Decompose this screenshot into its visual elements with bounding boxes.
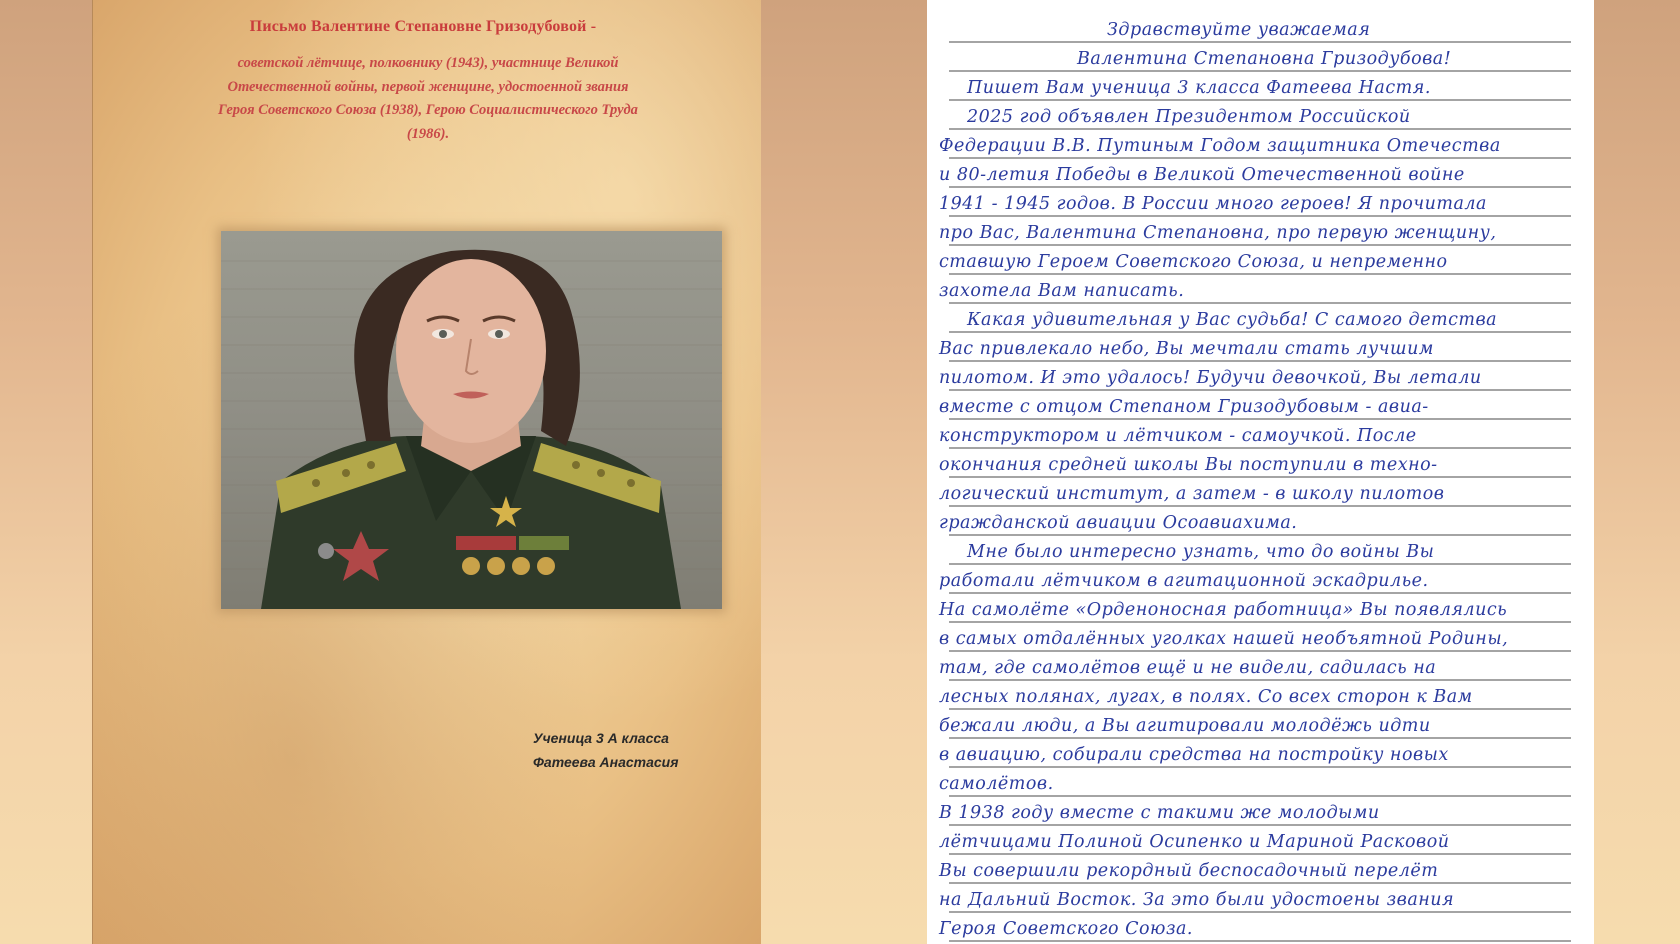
letter-line: захотела Вам написать.	[939, 281, 1185, 301]
cover-subtitle-line: (1986).	[406, 125, 450, 142]
letter-line: там, где самолётов ещё и не видели, садилась на	[939, 658, 1437, 678]
letter-cover	[92, 0, 761, 944]
letter-line: на Дальний Восток. За это были удостоены звания	[939, 890, 1455, 910]
letter-line: В 1938 году вместе с такими же молодыми	[939, 803, 1380, 823]
cover-title: Письмо Валентине Степановне Гризодубовой -	[249, 18, 597, 35]
letter-line: Федерации В.В. Путиным Годом защитника Отечества	[939, 136, 1501, 156]
author-class: Ученица 3 А класса	[533, 730, 669, 746]
letter-line: логический институт, а затем - в школу пилотов	[939, 484, 1445, 504]
cover-subtitle-line: советской лётчице, полковнику (1943), участнице Великой	[237, 55, 619, 71]
letter-line: бежали люди, а Вы агитировали молодёжь идти	[939, 716, 1431, 736]
letter-line: конструктором и лётчиком - самоучкой. После	[939, 426, 1417, 446]
letter-line: лётчицами Полиной Осипенко и Мариной Расковой	[939, 832, 1450, 852]
letter-line: Героя Советского Союза.	[939, 919, 1193, 939]
letter-line: пилотом. И это удалось! Будучи девочкой, Вы летали	[939, 368, 1482, 388]
letter-line: лесных полянах, лугах, в полях. Со всех сторон к Вам	[939, 687, 1473, 707]
letter-line: про Вас, Валентина Степановна, про первую женщину,	[939, 223, 1497, 243]
cover-subtitle-line: Героя Советского Союза (1938), Герою Социалистического Труда	[218, 102, 638, 118]
letter-line: самолётов.	[939, 774, 1054, 794]
letter-line: Какая удивительная у Вас судьба! С самого детства	[967, 310, 1498, 330]
letter-line: вместе с отцом Степаном Гризодубовым - авиа-	[939, 397, 1429, 417]
letter-line: Здравствуйте уважаемая	[1107, 20, 1371, 40]
letter-line: На самолёте «Орденоносная работница» Вы появлялись	[939, 600, 1508, 620]
letter-line: и 80-летия Победы в Великой Отечественной войне	[939, 165, 1465, 185]
portrait-image	[221, 231, 722, 609]
cover-subtitle-line: Отечественной войны, первой женщине, удостоенной звания	[227, 78, 629, 95]
letter-line: Валентина Степановна Гризодубова!	[1077, 49, 1452, 69]
letter-line: 2025 год объявлен Президентом Российской	[967, 107, 1411, 127]
letter-line: Мне было интересно узнать, что до войны Вы	[967, 542, 1435, 562]
letter-line: окончания средней школы Вы поступили в техно-	[939, 455, 1438, 475]
letter-line: в авиацию, собирали средства на постройку новых	[939, 745, 1449, 765]
author-signature	[533, 726, 833, 774]
author-name: Фатеева Анастасия	[533, 754, 679, 770]
letter-line: в самых отдалённых уголках нашей необъятной Родины,	[939, 629, 1509, 649]
letter-line: ставшую Героем Советского Союза, и непременно	[939, 252, 1448, 272]
letter-line: Пишет Вам ученица 3 класса Фатеева Настя.	[967, 78, 1431, 98]
letter-line: Вас привлекало небо, Вы мечтали стать лучшим	[939, 339, 1434, 359]
letter-line: 1941 - 1945 годов. В России много героев! Я прочитала	[939, 194, 1487, 214]
letter-line: Вы совершили рекордный беспосадочный перелёт	[939, 861, 1439, 881]
handwritten-letter	[927, 0, 1594, 944]
cover-subtitle	[193, 52, 663, 146]
letter-line: гражданской авиации Осоавиахима.	[939, 513, 1298, 533]
letter-line: работали лётчиком в агитационной эскадрилье.	[939, 571, 1429, 591]
